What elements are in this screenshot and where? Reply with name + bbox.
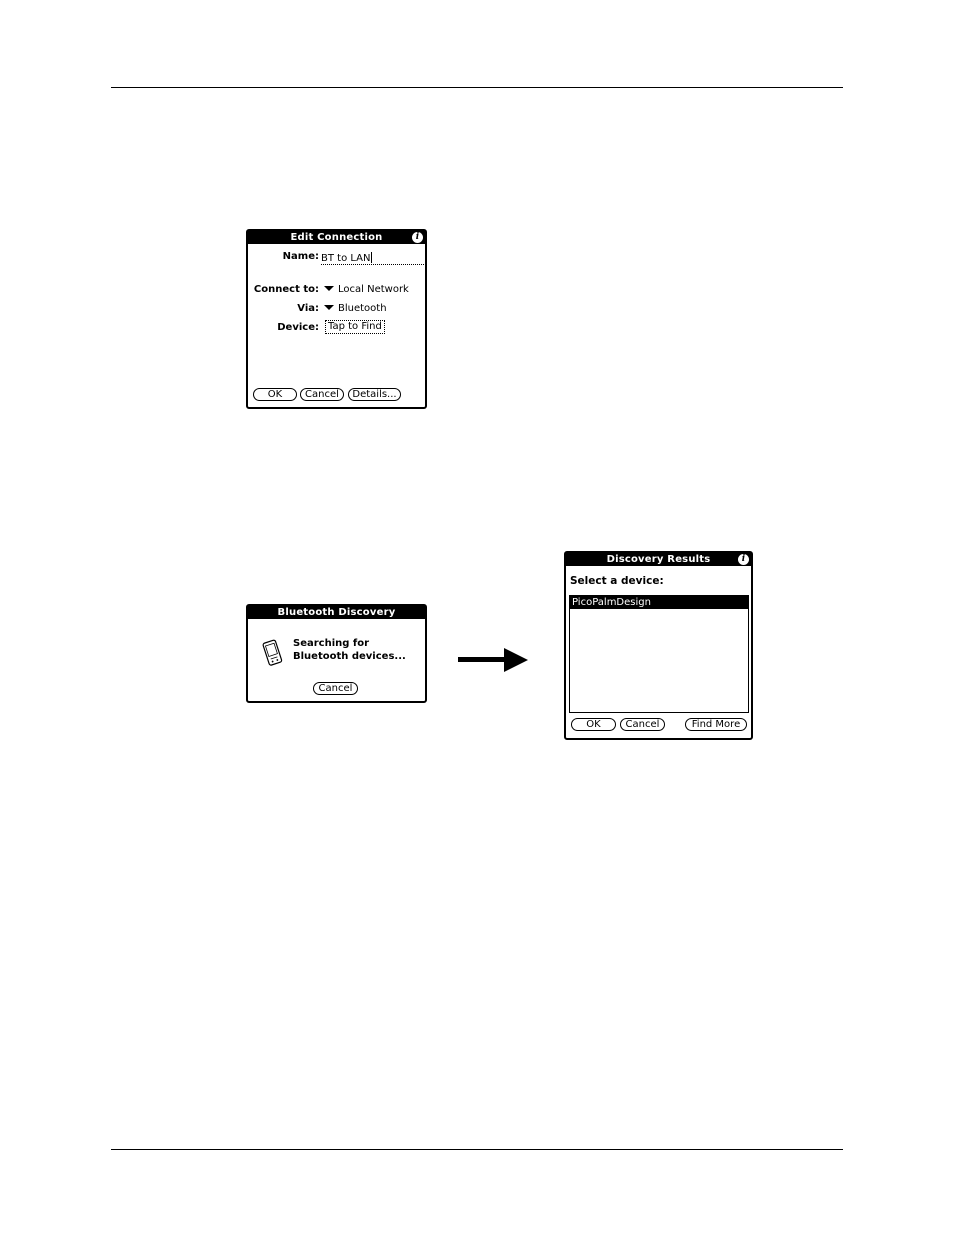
right-arrow-icon: [458, 646, 528, 674]
name-value: BT to LAN: [321, 253, 371, 264]
info-icon[interactable]: i: [738, 554, 749, 565]
tap-to-find-field[interactable]: Tap to Find: [325, 320, 385, 334]
list-item[interactable]: PicoPalmDesign: [570, 596, 748, 609]
dialog-title-bar: [248, 231, 425, 244]
select-device-prompt: Select a device:: [570, 575, 664, 587]
edit-connection-dialog: [246, 229, 427, 409]
searching-line-1: Searching for: [293, 638, 370, 649]
via-picker[interactable]: [324, 303, 387, 315]
dialog-title-bar: [248, 606, 425, 619]
dialog-title: Edit Connection: [290, 232, 383, 243]
discovery-results-dialog: [564, 551, 753, 740]
cancel-button[interactable]: Cancel: [620, 718, 665, 731]
device-list[interactable]: [569, 595, 749, 713]
header-rule: [111, 87, 843, 88]
connect-to-value: Local Network: [338, 284, 409, 295]
cancel-button[interactable]: Cancel: [300, 388, 344, 401]
find-more-button[interactable]: Find More: [685, 718, 747, 731]
ok-button[interactable]: OK: [571, 718, 616, 731]
connect-to-label: Connect to:: [253, 284, 319, 295]
dialog-title: Bluetooth Discovery: [277, 607, 396, 618]
ok-button[interactable]: OK: [253, 388, 297, 401]
searching-line-2: Bluetooth devices...: [293, 651, 406, 662]
footer-rule: [111, 1149, 843, 1150]
dropdown-arrow-icon: [324, 305, 334, 310]
device-label: Device:: [277, 322, 319, 333]
handheld-device-icon: [262, 638, 284, 668]
dropdown-arrow-icon: [324, 286, 334, 291]
via-value: Bluetooth: [338, 303, 387, 314]
dialog-title: Discovery Results: [606, 554, 711, 565]
cancel-button[interactable]: Cancel: [313, 682, 358, 695]
text-cursor: [371, 252, 372, 263]
searching-message: [293, 637, 406, 663]
via-label: Via:: [297, 303, 319, 314]
bluetooth-discovery-dialog: [246, 604, 427, 703]
name-field[interactable]: [321, 252, 424, 265]
name-label: Name:: [282, 251, 319, 262]
info-icon[interactable]: i: [412, 232, 423, 243]
connect-to-picker[interactable]: [324, 284, 409, 296]
dialog-title-bar: [566, 553, 751, 566]
details-button[interactable]: Details...: [348, 388, 401, 401]
